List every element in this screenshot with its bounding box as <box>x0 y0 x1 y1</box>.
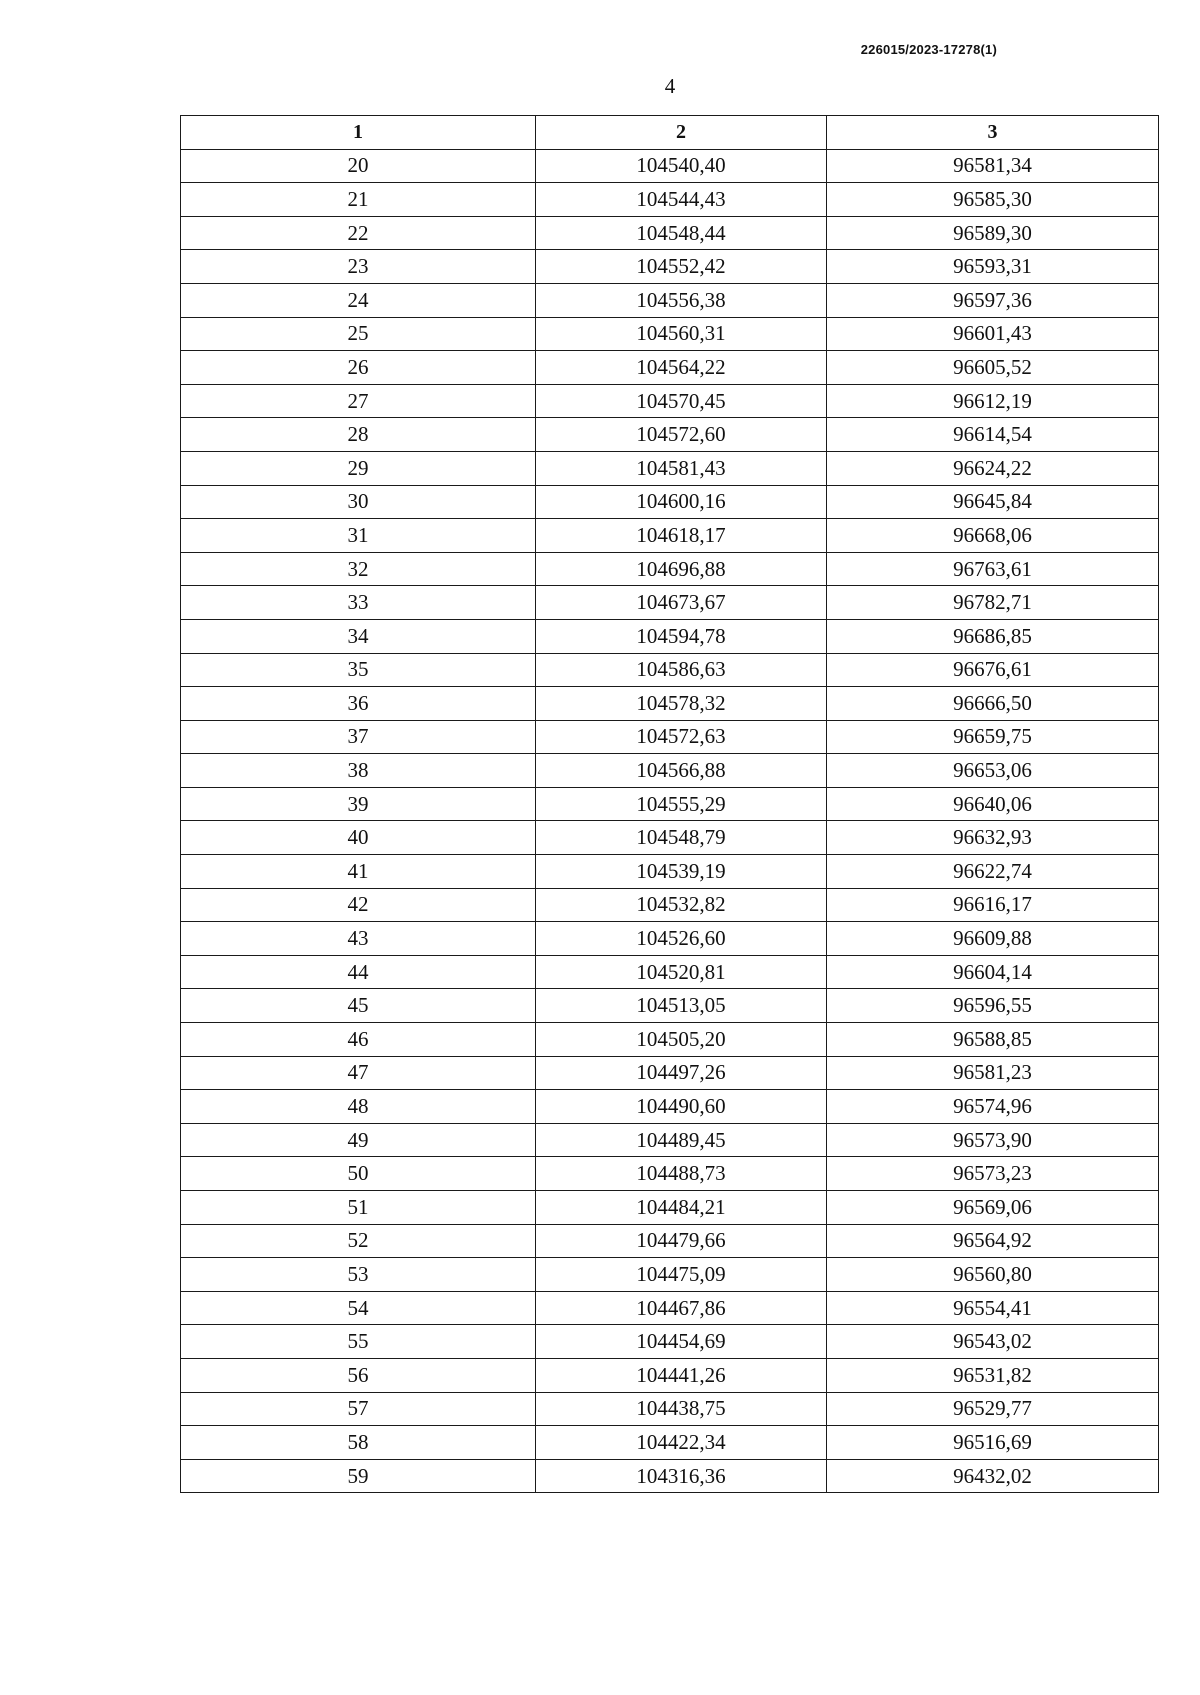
point-number-cell: 20 <box>181 149 536 183</box>
coordinate-y-cell: 96624,22 <box>827 451 1159 485</box>
table-row <box>181 787 1159 821</box>
coordinate-y-cell: 96569,06 <box>827 1191 1159 1225</box>
coordinate-y-cell: 96581,34 <box>827 149 1159 183</box>
coordinate-y-cell: 96543,02 <box>827 1325 1159 1359</box>
point-number-cell: 22 <box>181 216 536 250</box>
table-row <box>181 821 1159 855</box>
coordinate-y-cell: 96529,77 <box>827 1392 1159 1426</box>
point-number-cell: 31 <box>181 519 536 553</box>
point-number-cell: 48 <box>181 1090 536 1124</box>
coordinate-x-cell: 104566,88 <box>536 754 827 788</box>
table-row <box>181 283 1159 317</box>
coordinate-y-cell: 96668,06 <box>827 519 1159 553</box>
point-number-cell: 40 <box>181 821 536 855</box>
point-number-cell: 25 <box>181 317 536 351</box>
coordinate-y-cell: 96614,54 <box>827 418 1159 452</box>
coordinate-y-cell: 96560,80 <box>827 1258 1159 1292</box>
point-number-cell: 37 <box>181 720 536 754</box>
coordinate-y-cell: 96432,02 <box>827 1459 1159 1493</box>
table-row <box>181 1291 1159 1325</box>
coordinate-y-cell: 96573,23 <box>827 1157 1159 1191</box>
coordinate-y-cell: 96601,43 <box>827 317 1159 351</box>
coordinate-x-cell: 104422,34 <box>536 1426 827 1460</box>
coordinate-x-cell: 104544,43 <box>536 183 827 217</box>
table-header-row <box>181 116 1159 150</box>
coordinate-y-cell: 96588,85 <box>827 1023 1159 1057</box>
point-number-cell: 53 <box>181 1258 536 1292</box>
point-number-cell: 23 <box>181 250 536 284</box>
point-number-cell: 52 <box>181 1224 536 1258</box>
coordinate-x-cell: 104526,60 <box>536 922 827 956</box>
point-number-cell: 33 <box>181 586 536 620</box>
coordinate-y-cell: 96612,19 <box>827 384 1159 418</box>
coordinate-y-cell: 96596,55 <box>827 989 1159 1023</box>
table-row <box>181 720 1159 754</box>
table-row <box>181 754 1159 788</box>
table-row <box>181 552 1159 586</box>
coordinate-y-cell: 96574,96 <box>827 1090 1159 1124</box>
coordinate-y-cell: 96622,74 <box>827 855 1159 889</box>
point-number-cell: 55 <box>181 1325 536 1359</box>
table-row <box>181 519 1159 553</box>
coordinate-y-cell: 96676,61 <box>827 653 1159 687</box>
table-row <box>181 619 1159 653</box>
coordinate-x-cell: 104572,60 <box>536 418 827 452</box>
point-number-cell: 38 <box>181 754 536 788</box>
coordinate-y-cell: 96616,17 <box>827 888 1159 922</box>
table-row <box>181 955 1159 989</box>
coordinate-x-cell: 104479,66 <box>536 1224 827 1258</box>
point-number-cell: 30 <box>181 485 536 519</box>
coordinate-y-cell: 96609,88 <box>827 922 1159 956</box>
coordinate-x-cell: 104548,44 <box>536 216 827 250</box>
coordinate-x-cell: 104490,60 <box>536 1090 827 1124</box>
coordinate-y-cell: 96597,36 <box>827 283 1159 317</box>
table-row <box>181 1358 1159 1392</box>
coordinate-x-cell: 104484,21 <box>536 1191 827 1225</box>
table-row <box>181 384 1159 418</box>
point-number-cell: 56 <box>181 1358 536 1392</box>
coordinate-x-cell: 104489,45 <box>536 1123 827 1157</box>
coordinate-x-cell: 104570,45 <box>536 384 827 418</box>
coordinate-y-cell: 96659,75 <box>827 720 1159 754</box>
coordinate-x-cell: 104497,26 <box>536 1056 827 1090</box>
column-header-3: 3 <box>827 116 1159 150</box>
coordinate-y-cell: 96763,61 <box>827 552 1159 586</box>
coordinate-x-cell: 104594,78 <box>536 619 827 653</box>
coordinate-y-cell: 96605,52 <box>827 351 1159 385</box>
point-number-cell: 36 <box>181 687 536 721</box>
point-number-cell: 57 <box>181 1392 536 1426</box>
coordinate-y-cell: 96666,50 <box>827 687 1159 721</box>
coordinate-x-cell: 104572,63 <box>536 720 827 754</box>
coordinate-x-cell: 104441,26 <box>536 1358 827 1392</box>
coordinate-x-cell: 104618,17 <box>536 519 827 553</box>
coordinate-x-cell: 104539,19 <box>536 855 827 889</box>
coordinate-x-cell: 104513,05 <box>536 989 827 1023</box>
coordinate-y-cell: 96653,06 <box>827 754 1159 788</box>
coordinate-x-cell: 104532,82 <box>536 888 827 922</box>
table-row <box>181 1023 1159 1057</box>
table-row <box>181 586 1159 620</box>
coordinate-y-cell: 96593,31 <box>827 250 1159 284</box>
table-row <box>181 687 1159 721</box>
coordinate-x-cell: 104475,09 <box>536 1258 827 1292</box>
page-number: 4 <box>664 74 676 98</box>
table-row <box>181 317 1159 351</box>
coordinate-y-cell: 96554,41 <box>827 1291 1159 1325</box>
table-row <box>181 1157 1159 1191</box>
table-row <box>181 250 1159 284</box>
point-number-cell: 39 <box>181 787 536 821</box>
table-row <box>181 855 1159 889</box>
point-number-cell: 28 <box>181 418 536 452</box>
table-row <box>181 216 1159 250</box>
table-row <box>181 653 1159 687</box>
point-number-cell: 47 <box>181 1056 536 1090</box>
point-number-cell: 44 <box>181 955 536 989</box>
coordinate-x-cell: 104316,36 <box>536 1459 827 1493</box>
table-body <box>181 149 1159 1493</box>
table-row <box>181 888 1159 922</box>
coordinate-x-cell: 104454,69 <box>536 1325 827 1359</box>
table-row <box>181 1191 1159 1225</box>
point-number-cell: 21 <box>181 183 536 217</box>
point-number-cell: 49 <box>181 1123 536 1157</box>
point-number-cell: 34 <box>181 619 536 653</box>
coordinate-x-cell: 104540,40 <box>536 149 827 183</box>
coordinate-y-cell: 96640,06 <box>827 787 1159 821</box>
coordinate-x-cell: 104581,43 <box>536 451 827 485</box>
point-number-cell: 58 <box>181 1426 536 1460</box>
table-row <box>181 418 1159 452</box>
point-number-cell: 45 <box>181 989 536 1023</box>
table-row <box>181 451 1159 485</box>
table-row <box>181 1325 1159 1359</box>
coordinate-x-cell: 104673,67 <box>536 586 827 620</box>
point-number-cell: 35 <box>181 653 536 687</box>
point-number-cell: 27 <box>181 384 536 418</box>
point-number-cell: 42 <box>181 888 536 922</box>
table-row <box>181 351 1159 385</box>
coordinate-x-cell: 104696,88 <box>536 552 827 586</box>
coordinate-y-cell: 96782,71 <box>827 586 1159 620</box>
table-row <box>181 149 1159 183</box>
coordinate-x-cell: 104578,32 <box>536 687 827 721</box>
table-row <box>181 1426 1159 1460</box>
column-header-1: 1 <box>181 116 536 150</box>
table-row <box>181 1123 1159 1157</box>
coordinate-x-cell: 104488,73 <box>536 1157 827 1191</box>
point-number-cell: 51 <box>181 1191 536 1225</box>
point-number-cell: 41 <box>181 855 536 889</box>
table-row <box>181 183 1159 217</box>
coordinate-x-cell: 104438,75 <box>536 1392 827 1426</box>
coordinate-x-cell: 104560,31 <box>536 317 827 351</box>
coordinate-x-cell: 104548,79 <box>536 821 827 855</box>
coordinate-y-cell: 96516,69 <box>827 1426 1159 1460</box>
point-number-cell: 32 <box>181 552 536 586</box>
coordinate-y-cell: 96573,90 <box>827 1123 1159 1157</box>
table-row <box>181 922 1159 956</box>
coordinates-table <box>180 115 1159 1493</box>
coordinate-y-cell: 96604,14 <box>827 955 1159 989</box>
document-id: 226015/2023-17278(1) <box>860 42 997 57</box>
table-row <box>181 1056 1159 1090</box>
coordinate-y-cell: 96589,30 <box>827 216 1159 250</box>
coordinate-y-cell: 96581,23 <box>827 1056 1159 1090</box>
point-number-cell: 46 <box>181 1023 536 1057</box>
point-number-cell: 54 <box>181 1291 536 1325</box>
table-row <box>181 989 1159 1023</box>
coordinate-x-cell: 104467,86 <box>536 1291 827 1325</box>
coordinate-x-cell: 104600,16 <box>536 485 827 519</box>
table-row <box>181 1224 1159 1258</box>
point-number-cell: 43 <box>181 922 536 956</box>
table-row <box>181 485 1159 519</box>
coordinate-x-cell: 104520,81 <box>536 955 827 989</box>
coordinate-x-cell: 104552,42 <box>536 250 827 284</box>
table-row <box>181 1090 1159 1124</box>
coordinate-y-cell: 96585,30 <box>827 183 1159 217</box>
coordinate-y-cell: 96531,82 <box>827 1358 1159 1392</box>
column-header-2: 2 <box>536 116 827 150</box>
point-number-cell: 50 <box>181 1157 536 1191</box>
point-number-cell: 26 <box>181 351 536 385</box>
point-number-cell: 24 <box>181 283 536 317</box>
coordinate-x-cell: 104556,38 <box>536 283 827 317</box>
coordinate-x-cell: 104555,29 <box>536 787 827 821</box>
table-row <box>181 1392 1159 1426</box>
coordinate-y-cell: 96645,84 <box>827 485 1159 519</box>
point-number-cell: 29 <box>181 451 536 485</box>
coordinate-y-cell: 96564,92 <box>827 1224 1159 1258</box>
point-number-cell: 59 <box>181 1459 536 1493</box>
coordinate-x-cell: 104586,63 <box>536 653 827 687</box>
table-row <box>181 1258 1159 1292</box>
coordinate-x-cell: 104505,20 <box>536 1023 827 1057</box>
table-row <box>181 1459 1159 1493</box>
coordinate-y-cell: 96632,93 <box>827 821 1159 855</box>
coordinate-x-cell: 104564,22 <box>536 351 827 385</box>
coordinate-y-cell: 96686,85 <box>827 619 1159 653</box>
